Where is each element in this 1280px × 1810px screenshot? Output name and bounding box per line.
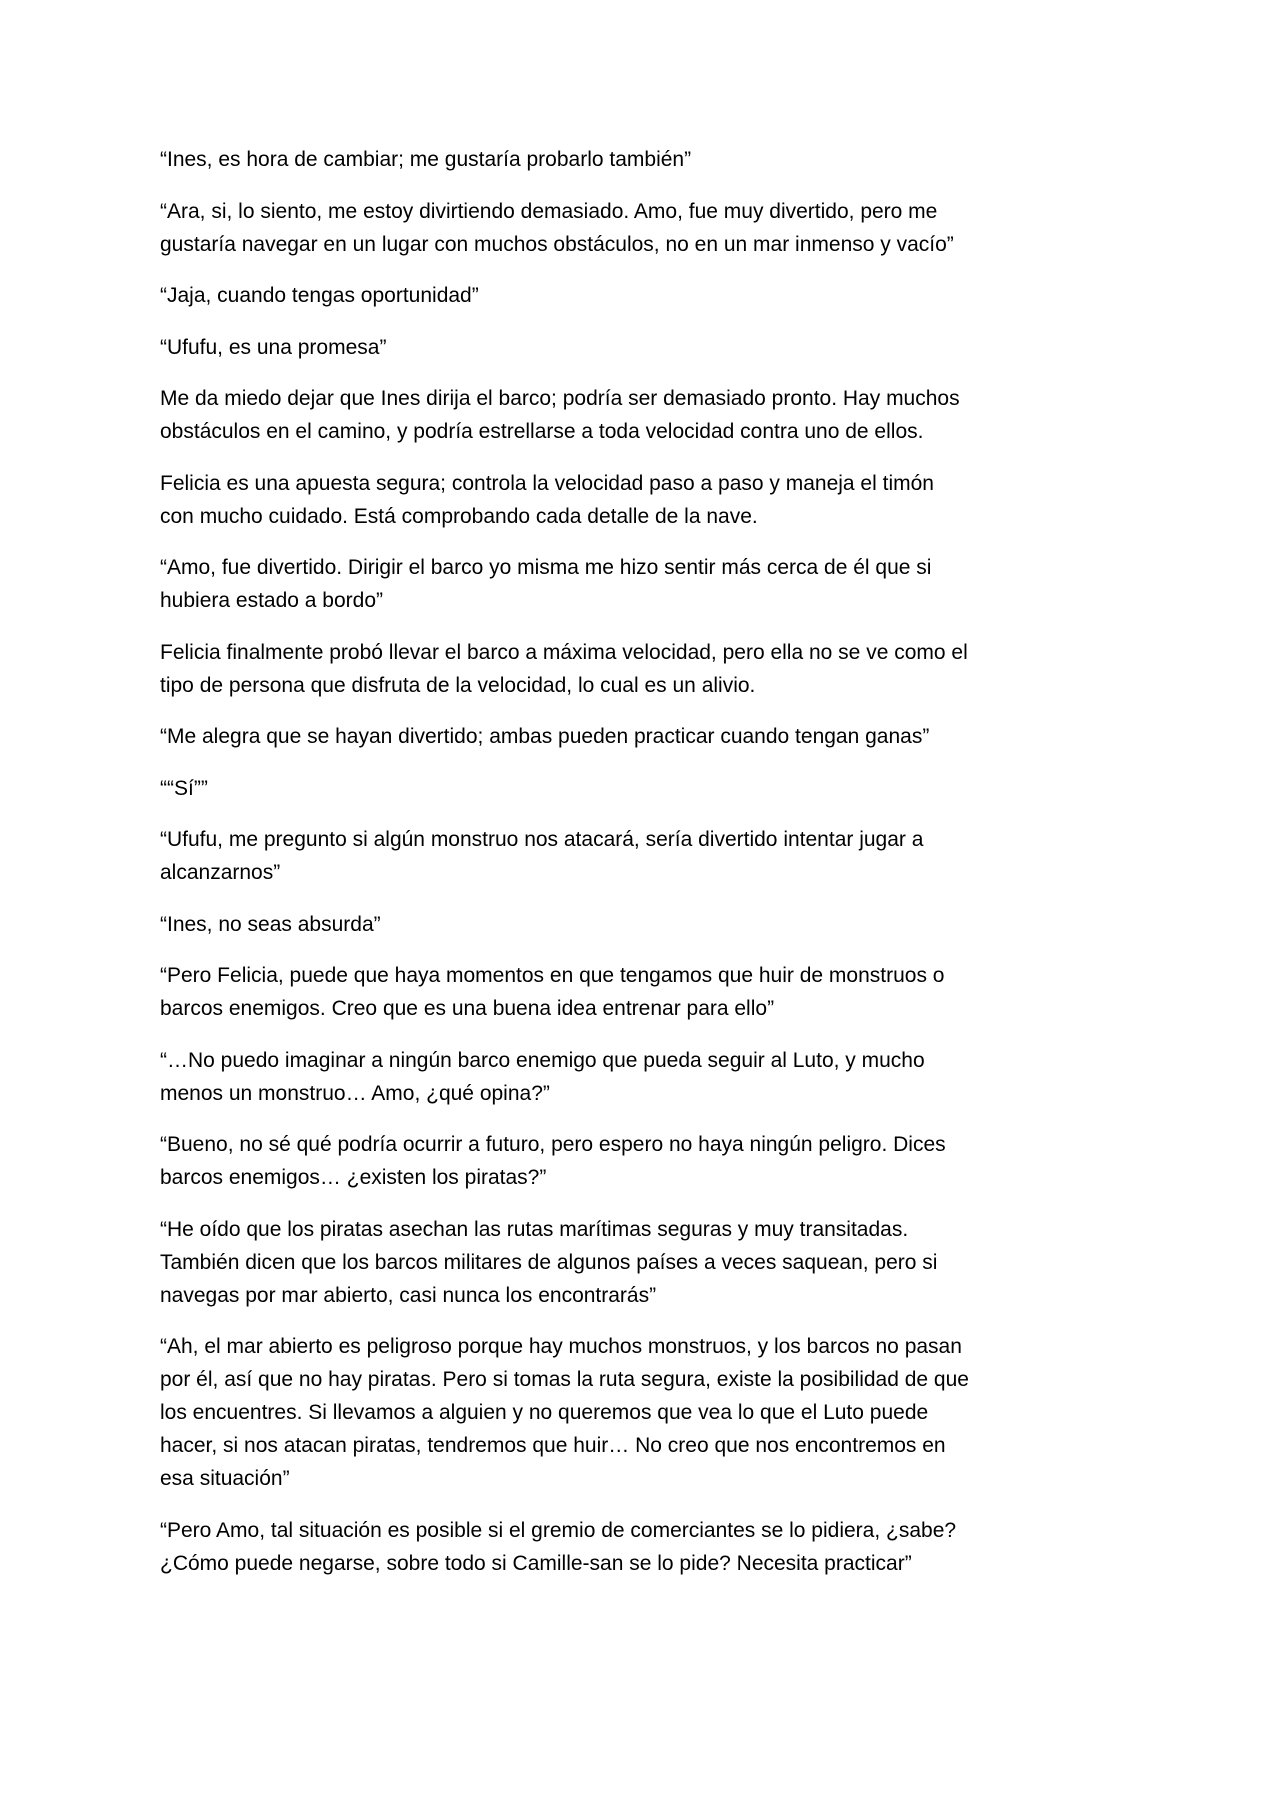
- paragraph: [160, 720, 1120, 753]
- text-line: tipo de persona que disfruta de la velocidad, lo cual es un alivio.: [160, 673, 756, 697]
- text-line: alcanzarnos”: [160, 861, 281, 884]
- text-line: Me da miedo dejar que Ines dirija el barco; podría ser demasiado pronto. Hay muchos: [160, 387, 960, 410]
- text-line: “Me alegra que se hayan divertido; ambas pueden practicar cuando tengan ganas”: [160, 725, 930, 748]
- text-line: “Pero Amo, tal situación es posible si el gremio de comerciantes se lo pidiera, ¿sabe?: [160, 1518, 957, 1542]
- text-line: “Ines, es hora de cambiar; me gustaría probarlo también”: [160, 148, 692, 171]
- paragraph: [160, 279, 1120, 312]
- paragraph: [160, 467, 1120, 533]
- text-line: “Ufufu, me pregunto si algún monstruo nos atacará, sería divertido intentar jugar a: [160, 828, 924, 851]
- text-line: “Ines, no seas absurda”: [160, 912, 381, 936]
- text-line: “Ara, si, lo siento, me estoy divirtiendo demasiado. Amo, fue muy divertido, pero me: [160, 199, 938, 223]
- text-line: Felicia finalmente probó llevar el barco a máxima velocidad, pero ella no se ve como el: [160, 640, 968, 664]
- text-line: ¿Cómo puede negarse, sobre todo si Camille-san se lo pide? Necesita practicar”: [160, 1551, 912, 1575]
- paragraph: [160, 823, 1120, 889]
- text-line: “…No puedo imaginar a ningún barco enemigo que pueda seguir al Luto, y mucho: [160, 1048, 925, 1072]
- text-line: navegas por mar abierto, casi nunca los encontrarás”: [160, 1283, 657, 1307]
- text-line: los encuentres. Si llevamos a alguien y no queremos que vea lo que el Luto puede: [160, 1401, 929, 1424]
- text-line: hacer, si nos atacan piratas, tendremos que huir… No creo que nos encontremos en: [160, 1434, 946, 1457]
- text-line: “Ufufu, es una promesa”: [160, 335, 387, 359]
- paragraph: [160, 382, 1120, 448]
- text-line: gustaría navegar en un lugar con muchos obstáculos, no en un mar inmenso y vacío”: [160, 232, 954, 256]
- text-line: con mucho cuidado. Está comprobando cada detalle de la nave.: [160, 504, 758, 528]
- text-line: hubiera estado a bordo”: [160, 589, 383, 612]
- text-line: esa situación”: [160, 1467, 290, 1490]
- text-line: “Amo, fue divertido. Dirigir el barco yo misma me hizo sentir más cerca de él que si: [160, 556, 932, 579]
- paragraph: [160, 1044, 1120, 1110]
- paragraph: [160, 1213, 1120, 1312]
- text-line: Felicia es una apuesta segura; controla la velocidad paso a paso y maneja el timón: [160, 471, 934, 495]
- text-line: barcos enemigos… ¿existen los piratas?”: [160, 1166, 547, 1189]
- text-line: ““Sí””: [160, 776, 208, 800]
- text-line: “Pero Felicia, puede que haya momentos en que tengamos que huir de monstruos o: [160, 964, 945, 987]
- paragraph: [160, 551, 1120, 617]
- document-text: [160, 143, 1120, 1598]
- text-line: “Jaja, cuando tengas oportunidad”: [160, 284, 479, 307]
- text-line: “Bueno, no sé qué podría ocurrir a futuro, pero espero no haya ningún peligro. Dices: [160, 1133, 946, 1156]
- paragraph: [160, 195, 1120, 261]
- paragraph: [160, 143, 1120, 176]
- paragraph: [160, 1514, 1120, 1580]
- paragraph: [160, 331, 1120, 364]
- paragraph: [160, 636, 1120, 702]
- text-line: barcos enemigos. Creo que es una buena idea entrenar para ello”: [160, 997, 775, 1020]
- paragraph: [160, 1330, 1120, 1495]
- paragraph: [160, 772, 1120, 805]
- paragraph: [160, 908, 1120, 941]
- text-line: por él, así que no hay piratas. Pero si tomas la ruta segura, existe la posibilidad de que: [160, 1368, 969, 1391]
- paragraph: [160, 959, 1120, 1025]
- paragraph: [160, 1128, 1120, 1194]
- text-line: “Ah, el mar abierto es peligroso porque hay muchos monstruos, y los barcos no pasan: [160, 1335, 962, 1358]
- text-line: “He oído que los piratas asechan las rutas marítimas seguras y muy transitadas.: [160, 1217, 909, 1241]
- text-line: obstáculos en el camino, y podría estrellarse a toda velocidad contra uno de ellos.: [160, 420, 924, 443]
- text-line: También dicen que los barcos militares de algunos países a veces saquean, pero si: [160, 1250, 938, 1274]
- text-line: menos un monstruo… Amo, ¿qué opina?”: [160, 1081, 550, 1105]
